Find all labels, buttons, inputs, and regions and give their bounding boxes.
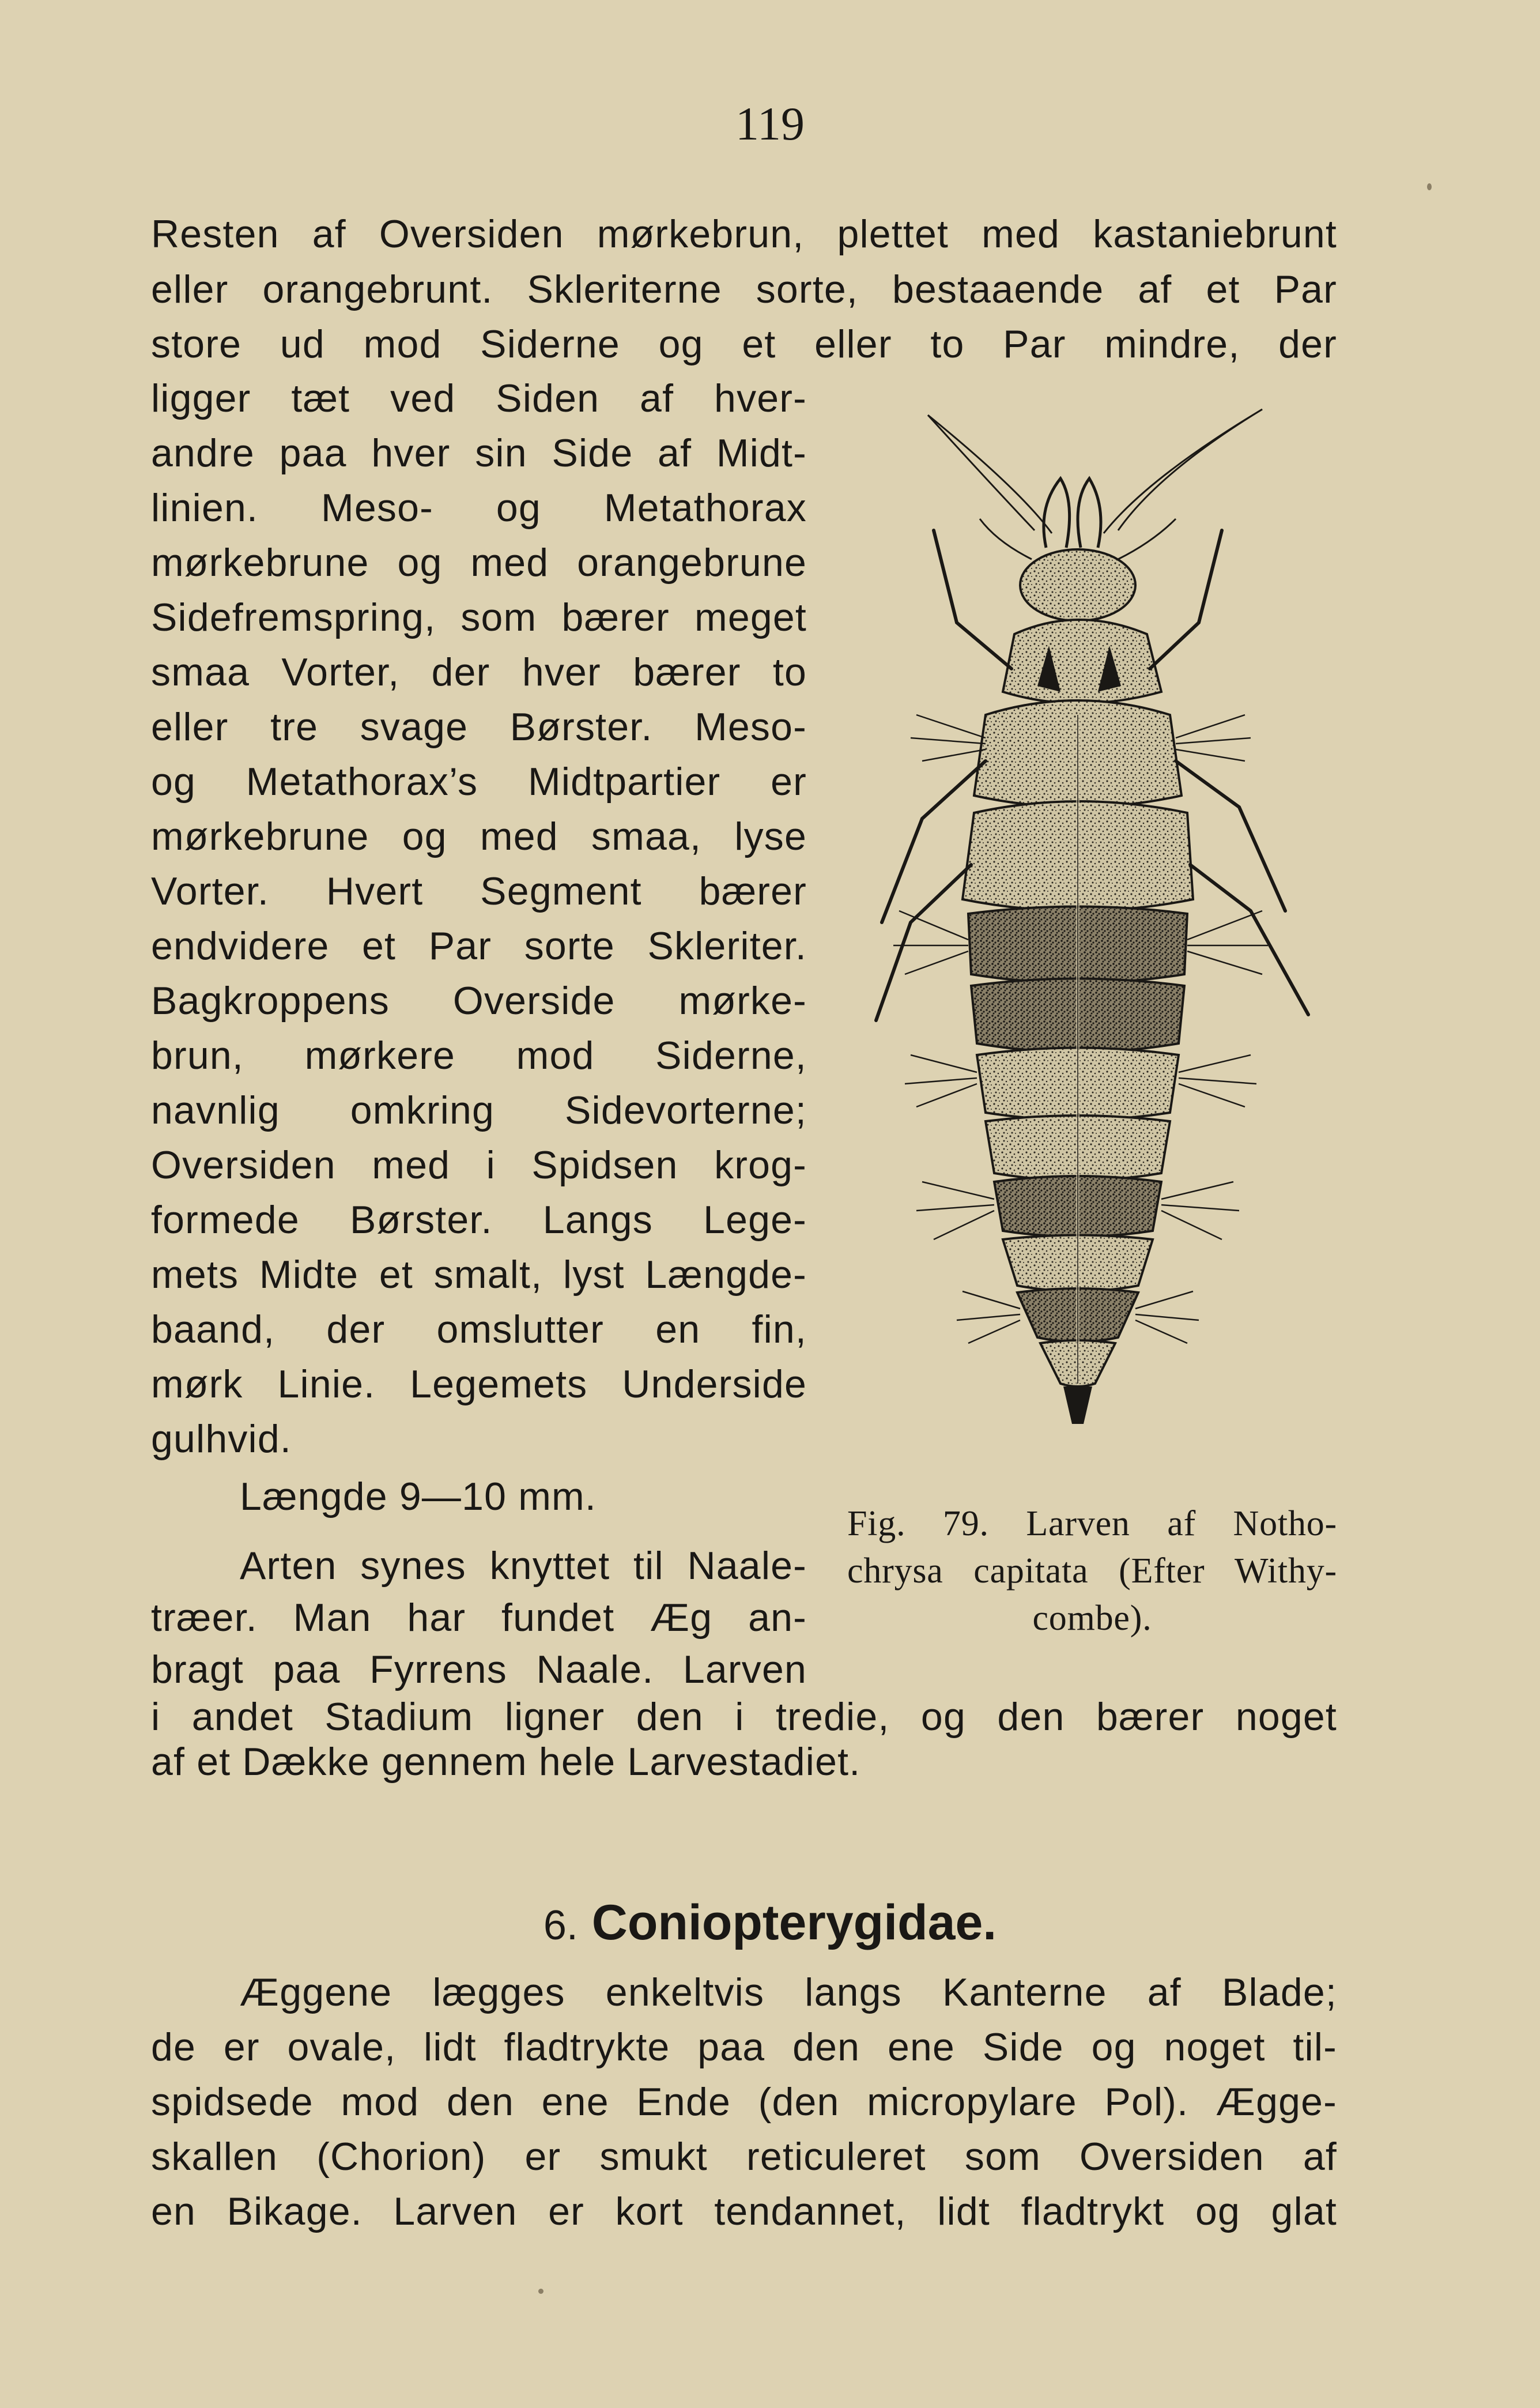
text-line: endvidere et Par sorte Skleriter. (151, 924, 807, 968)
text-line: Bagkroppens Overside mørke- (151, 979, 807, 1023)
text-line: og Metathorax’s Midtpartier er (151, 760, 807, 804)
text-line: ligger tæt ved Siden af hver- (151, 376, 807, 420)
text-line: Vorter. Hvert Segment bærer (151, 869, 807, 913)
text-line: Oversiden med i Spidsen krog- (151, 1143, 807, 1187)
text-line: navnlig omkring Sidevorterne; (151, 1088, 807, 1132)
text-line: gulhvid. (151, 1417, 292, 1461)
text-line: Æggene lægges enkeltvis langs Kanterne af Blade; (240, 1970, 1337, 2014)
text-line: eller orangebrunt. Skleriterne sorte, bestaaende af et Par (151, 267, 1337, 311)
text-line: mørkebrune og med smaa, lyse (151, 815, 807, 858)
figure-caption-line: chrysa capitata (Efter Withy- (847, 1551, 1337, 1591)
text-line: formede Børster. Langs Lege- (151, 1198, 807, 1242)
page-number: 119 (735, 97, 805, 150)
text-line: baand, der omslutter en fin, (151, 1307, 807, 1351)
text-line: mets Midte et smalt, lyst Længde- (151, 1253, 807, 1297)
text-line: Resten af Oversiden mørkebrun, plettet med kastaniebrunt (151, 212, 1337, 256)
text-line: de er ovale, lidt fladtrykte paa den ene Side og noget til- (151, 2025, 1337, 2069)
figure-caption-line: Fig. 79. Larven af Notho- (847, 1504, 1337, 1543)
text-line: skallen (Chorion) er smukt reticuleret som Oversiden af (151, 2135, 1337, 2179)
paper-speck (538, 2289, 543, 2294)
text-line: andre paa hver sin Side af Midt- (151, 431, 807, 475)
length-line: Længde 9—10 mm. (240, 1475, 597, 1518)
text-line: mørk Linie. Legemets Underside (151, 1362, 807, 1406)
text-line: linien. Meso- og Metathorax (151, 486, 807, 530)
text-line: brun, mørkere mod Siderne, (151, 1034, 807, 1077)
text-line: en Bikage. Larven er kort tendannet, lidt fladtrykt og glat (151, 2190, 1337, 2233)
section-heading (0, 1891, 1540, 1957)
text-line: af et Dække gennem hele Larvestadiet. (151, 1740, 861, 1784)
section-number: 6. (543, 1902, 578, 1949)
section-title: Coniopterygidae. (591, 1895, 997, 1950)
text-line: mørkebrune og med orangebrune (151, 541, 807, 585)
text-line: i andet Stadium ligner den i tredie, og den bærer noget (151, 1695, 1337, 1739)
text-line: bragt paa Fyrrens Naale. Larven (151, 1648, 807, 1691)
paper-speck (1427, 183, 1432, 190)
larva-illustration (847, 392, 1349, 1476)
text-line: store ud mod Siderne og et eller to Par mindre, der (151, 322, 1337, 366)
text-line: Sidefremspring, som bærer meget (151, 596, 807, 639)
text-line: træer. Man har fundet Æg an- (151, 1596, 807, 1640)
text-line: Arten synes knyttet til Naale- (240, 1544, 807, 1588)
text-line: smaa Vorter, der hver bærer to (151, 650, 807, 694)
text-line: eller tre svage Børster. Meso- (151, 705, 807, 749)
text-line: spidsede mod den ene Ende (den micropylare Pol). Ægge- (151, 2080, 1337, 2124)
figure-caption-line: combe). (1032, 1599, 1152, 1638)
